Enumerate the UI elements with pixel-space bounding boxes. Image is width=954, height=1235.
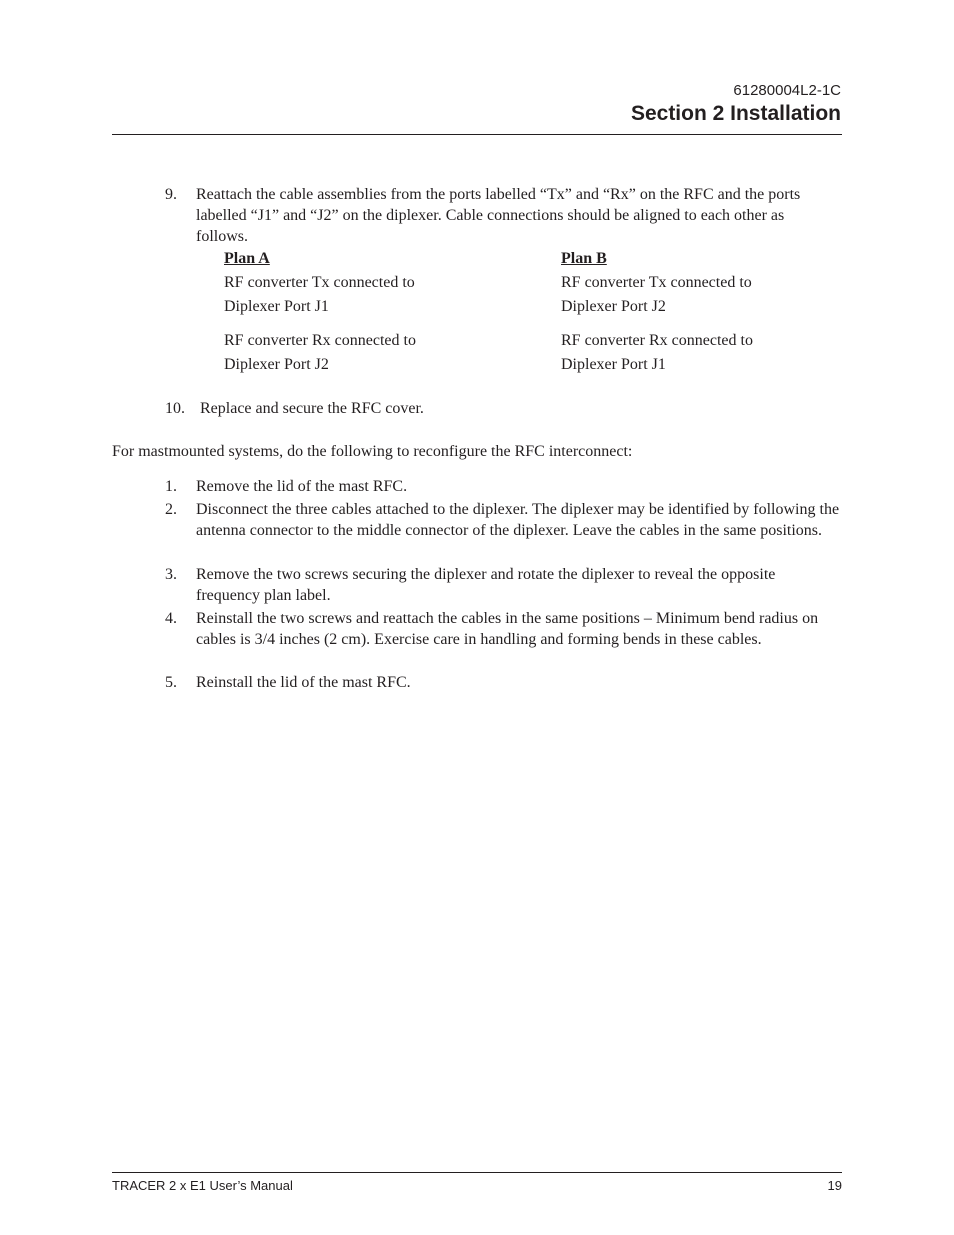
step-number: 5.	[165, 674, 177, 691]
plan-b-line: RF converter Rx connected to	[561, 332, 753, 349]
step-text: Remove the lid of the mast RFC.	[196, 478, 408, 495]
step-text: Reinstall the two screws and reattach the cables in the same positions – Minimum bend radius on cables is 3/4 inches (2 cm). Exercise care in handling and forming bends in these cables.	[196, 610, 819, 648]
step-number: 4.	[165, 610, 177, 627]
step-number: 9.	[165, 186, 177, 203]
step-text: Disconnect the three cables attached to the diplexer. The diplexer may be identified by following the antenna connector to the middle connector of the diplexer. Leave the cables in the same positions.	[196, 501, 840, 539]
step-number: 10.	[165, 400, 185, 417]
plan-b-line: Diplexer Port J2	[561, 298, 666, 315]
step-text: Remove the two screws securing the diplexer and rotate the diplexer to reveal the opposite frequency plan label.	[196, 566, 776, 604]
step-text: Reinstall the lid of the mast RFC.	[196, 674, 411, 691]
header-rule	[112, 134, 842, 135]
step-number: 1.	[165, 478, 177, 495]
plan-a-line: Diplexer Port J1	[224, 298, 329, 315]
document-number: 61280004L2-1C	[733, 82, 841, 99]
footer-page-number: 19	[827, 1178, 842, 1193]
plan-b-heading: Plan B	[561, 250, 607, 267]
footer-manual-title: TRACER 2 x E1 User’s Manual	[112, 1178, 293, 1193]
step-number: 2.	[165, 501, 177, 518]
plan-a-heading: Plan A	[224, 250, 270, 267]
footer-rule	[112, 1172, 842, 1173]
plan-b-line: Diplexer Port J1	[561, 356, 666, 373]
plan-a-line: Diplexer Port J2	[224, 356, 329, 373]
step-text: Replace and secure the RFC cover.	[200, 400, 424, 417]
plan-b-line: RF converter Tx connected to	[561, 274, 752, 291]
section-title: Section 2 Installation	[630, 102, 841, 125]
step-number: 3.	[165, 566, 177, 583]
step-text: Reattach the cable assemblies from the ports labelled “Tx” and “Rx” on the RFC and the ports labelled “J1” and “J2” on the diplexer. Cable connections should be aligned to each other as follows.	[196, 186, 801, 245]
plan-a-line: RF converter Tx connected to	[224, 274, 415, 291]
intro-paragraph: For mastmounted systems, do the following to reconfigure the RFC interconnect:	[112, 443, 633, 460]
plan-a-line: RF converter Rx connected to	[224, 332, 416, 349]
